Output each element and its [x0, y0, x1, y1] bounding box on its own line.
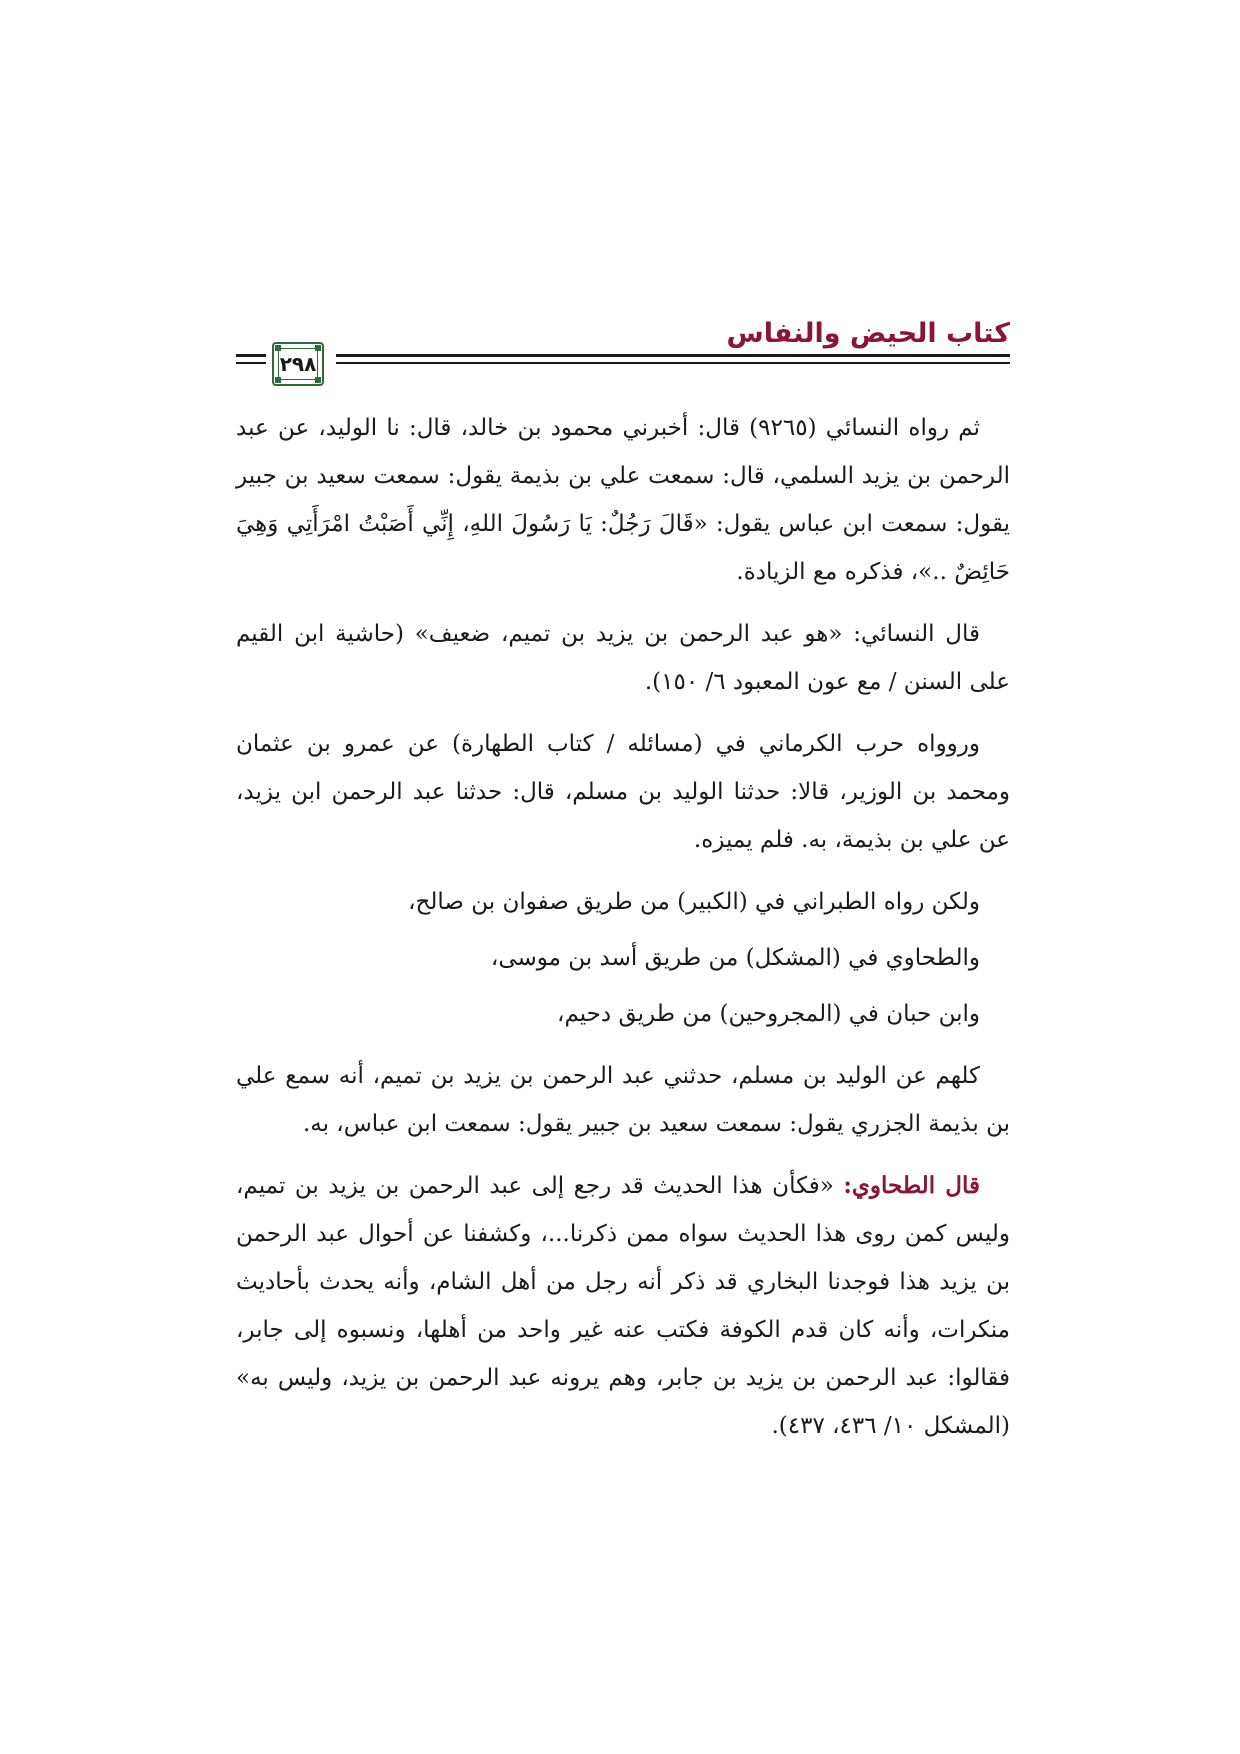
book-title: كتاب الحيض والنفاس	[726, 318, 1010, 349]
paragraph: ولكن رواه الطبراني في (الكبير) من طريق صفوان بن صالح،	[408, 889, 980, 915]
speaker-label: قال الطحاوي:	[843, 1172, 980, 1199]
paragraph: كلهم عن الوليد بن مسلم، حدثني عبد الرحمن بن يزيد بن تميم، أنه سمع علي بن بذيمة الجزري يقول: سمعت سعيد بن جبير يقول: سمعت ابن عباس، به.	[236, 1063, 1010, 1137]
page-header	[236, 318, 1010, 388]
header-rule-left-bottom	[236, 362, 266, 364]
page-number-box	[272, 342, 324, 386]
header-rule-top	[336, 354, 1010, 357]
paragraph-quote	[236, 1162, 1010, 1450]
paragraph: وابن حبان في (المجروحين) من طريق دحيم،	[557, 1001, 980, 1027]
page-body	[236, 404, 1010, 1464]
paragraph: وروواه حرب الكرماني في (مسائله / كتاب الطهارة) عن عمرو بن عثمان ومحمد بن الوزير، قالا: حدثنا الوليد بن مسلم، قال: حدثنا عبد الرحمن ابن يزيد، عن علي بن بذيمة، به. فلم يميزه.	[236, 731, 1010, 853]
paragraph: والطحاوي في (المشكل) من طريق أسد بن موسى،	[490, 945, 980, 971]
header-rule-bottom	[336, 362, 1010, 364]
paragraph: قال النسائي: «هو عبد الرحمن بن يزيد بن تميم، ضعيف» (حاشية ابن القيم على السنن / مع عون المعبود ٦/ ١٥٠).	[236, 621, 1010, 695]
header-rule-left-top	[236, 354, 266, 357]
page-number: ٢٩٨	[278, 348, 318, 380]
paragraph: ثم رواه النسائي (٩٢٦٥) قال: أخبرني محمود بن خالد، قال: نا الوليد، عن عبد الرحمن بن يزيد السلمي، قال: سمعت علي بن بذيمة يقول: سمعت سعيد بن جبير يقول: سمعت ابن عباس يقول: «قَالَ رَجُلٌ: يَا رَسُولَ اللهِ، إِنِّي أَصَبْتُ امْرَأَتِي وَهِيَ حَائِضٌ ..»، فذكره مع الزيادة.	[236, 415, 1010, 585]
quote-text: «فكأن هذا الحديث قد رجع إلى عبد الرحمن بن يزيد بن تميم، وليس كمن روى هذا الحديث سواه ممن ذكرنا...، وكشفنا عن أحوال عبد الرحمن بن يزيد هذا فوجدنا البخاري قد ذكر أنه رجل من أهل الشام، وأنه يحدث بأحاديث منكرات، وأنه كان قدم الكوفة فكتب عنه غير واحد من أهلها، ونسبوه إلى جابر، فقالوا: عبد الرحمن بن يزيد بن جابر، وهم يرونه عبد الرحمن بن يزيد، وليس به» (المشكل ١٠/ ٤٣٦، ٤٣٧).	[236, 1173, 1011, 1439]
